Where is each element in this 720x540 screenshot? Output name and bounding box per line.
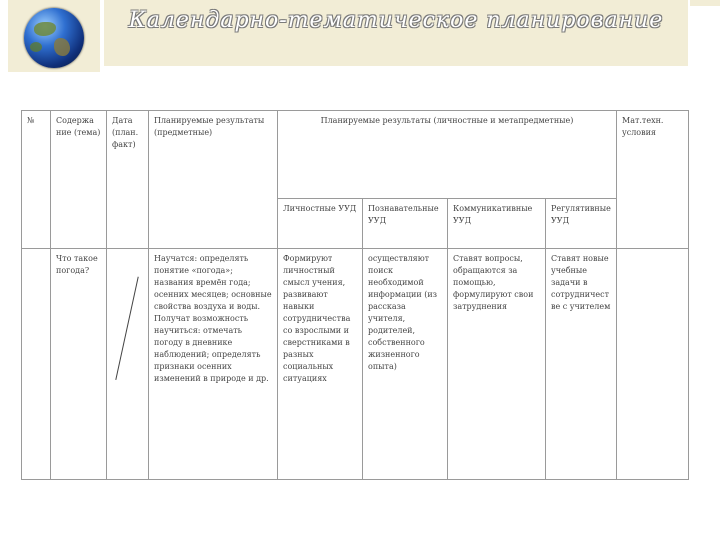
header-material: Мат.техн. условия bbox=[617, 111, 689, 249]
cell-cognitive: осуществляют поиск необходимой информации (из рассказа учителя, родителей, собственного жизненного опыта) bbox=[363, 249, 448, 480]
cell-personal: Формируют личностный смысл учения, развивают навыки сотрудничества со взрослыми и сверстниками в разных социальных ситуациях bbox=[278, 249, 363, 480]
header-subject-results: Планируемые результаты (предметные) bbox=[149, 111, 278, 249]
decorative-strip bbox=[690, 0, 720, 6]
cell-communicative: Ставят вопросы, обращаются за помощью, формулируют свои затруднения bbox=[448, 249, 546, 480]
header-number: № bbox=[22, 111, 51, 249]
header-meta-results: Планируемые результаты (личностные и метапредметные) bbox=[278, 111, 617, 199]
subheader-communicative: Коммуникативные УУД bbox=[448, 199, 546, 249]
globe-icon bbox=[24, 8, 84, 68]
header-content: Содержа ние (тема) bbox=[51, 111, 107, 249]
planning-table bbox=[21, 110, 689, 480]
cell-material bbox=[617, 249, 689, 480]
subheader-regulatory: Регулятивные УУД bbox=[546, 199, 617, 249]
cell-number bbox=[22, 249, 51, 480]
subheader-personal: Личностные УУД bbox=[278, 199, 363, 249]
cell-subject-results: Научатся: определять понятие «погода»; названия времён года; осенних месяцев; основные свойства воздуха и воды. Получат возможность научиться: отмечать погоду в дневнике наблюдений; определять признаки осенних изменений в природе и др. bbox=[149, 249, 278, 480]
cell-content: Что такое погода? bbox=[51, 249, 107, 480]
cell-date bbox=[107, 249, 149, 480]
subheader-cognitive: Познавательные УУД bbox=[363, 199, 448, 249]
header-date: Дата (план. факт) bbox=[107, 111, 149, 249]
cell-regulatory: Ставят новые учебные задачи в сотрудничестве с учителем bbox=[546, 249, 617, 480]
diagonal-line bbox=[107, 249, 148, 479]
slide-title: Календарно-тематическое планирование bbox=[128, 8, 664, 33]
